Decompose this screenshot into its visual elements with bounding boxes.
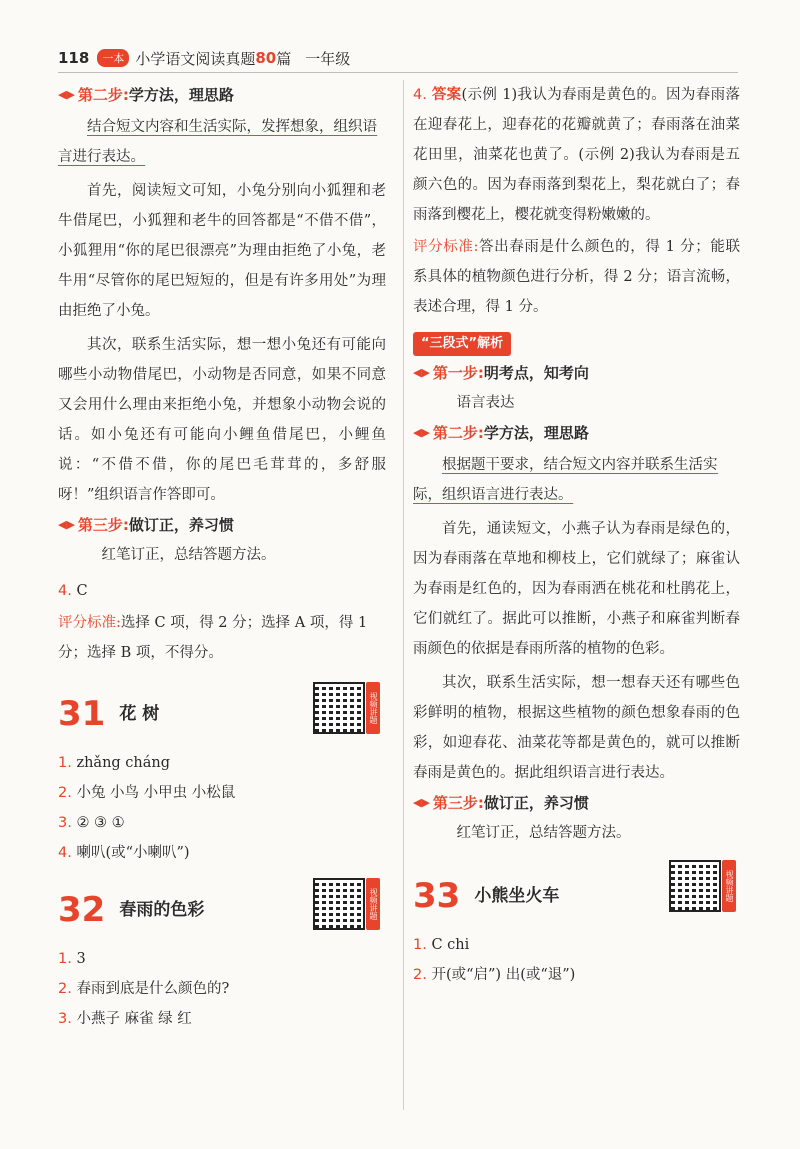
list-item: 1. zhǎng cháng: [58, 755, 171, 771]
analysis-paragraph-1: 首先，通读短文，小燕子认为春雨是绿色的，因为春雨落在草地和柳枝上，它们就绿了；麻雀认为春雨是红色的，因为春雨洒在桃花和杜鹃花上，它们就红了。据此可以推断，小燕子和麻雀判断春雨颜色的依据是春雨所落的植物的色彩。: [413, 521, 740, 657]
section-31-answers: [58, 748, 386, 868]
list-item: 1. 3: [58, 951, 86, 967]
brand-logo: 一本: [97, 49, 129, 67]
list-item: 3. ② ③ ①: [58, 815, 125, 831]
book-title: 小学语文阅读真题: [135, 49, 256, 68]
step1-text: 语言表达: [456, 395, 515, 411]
q4-scoring: 评分标准:答出春雨是什么颜色的，得 1 分；能联系具体的植物颜色进行分析，得 2 分；语言流畅，表述合理，得 1 分。: [413, 239, 740, 315]
arrow-icon: ◀▶: [58, 518, 75, 531]
step2-heading: ◀▶ 第二步: 学方法，理思路: [58, 80, 386, 110]
list-item: 2. 春雨到底是什么颜色的?: [58, 981, 230, 997]
analysis-paragraph-2: 其次，联系生活实际，想一想小兔还有可能向哪些小动物借尾巴，小动物是否同意，如果不同意又会用什么理由来拒绝小兔，并想象小动物会说的话。如小兔还有可能向小鲤鱼借尾巴，小鲤鱼说：“不借不借，你的尾巴毛茸茸的，多舒服呀！”组织语言作答即可。: [58, 337, 386, 503]
header-divider: [58, 72, 738, 73]
section-32-answers: [58, 944, 386, 1034]
list-item: 4. 喇叭(或“小喇叭”): [58, 845, 190, 861]
qr-code-icon[interactable]: [313, 682, 365, 734]
q4-scoring: 评分标准:选择 C 项，得 2 分；选择 A 项，得 1 分；选择 B 项，不得分。: [58, 615, 368, 661]
step3-heading: ◀▶ 第三步: 做订正，养习惯: [58, 510, 386, 540]
section-32-heading: 32 春雨的色彩 视频讲题: [58, 884, 386, 936]
list-item: 2. 小兔 小鸟 小甲虫 小松鼠: [58, 785, 236, 801]
page-number: 118: [58, 49, 90, 67]
arrow-icon: ◀▶: [413, 426, 430, 439]
analysis-paragraph-2: 其次，联系生活实际，想一想春天还有哪些色彩鲜明的植物，根据这些植物的颜色想象春雨的色彩，如迎春花、油菜花等都是黄色的，就可以推断春雨是黄色的。据此组织语言进行表达。: [413, 675, 740, 781]
list-item: 2. 开(或“启”) 出(或“退”): [413, 967, 576, 983]
section-31-qr[interactable]: 视频讲题: [313, 682, 380, 734]
section-33-qr[interactable]: 视频讲题: [669, 860, 736, 912]
arrow-icon: ◀▶: [58, 88, 75, 101]
grade-label: 一年级: [305, 49, 351, 68]
three-step-badge: “三段式”解析: [413, 332, 511, 356]
page-header: [58, 44, 350, 72]
right-column: [413, 80, 740, 990]
arrow-icon: ◀▶: [413, 796, 430, 809]
book-title-number: 80: [255, 49, 277, 67]
section-33-heading: 33 小熊坐火车 视频讲题: [413, 870, 740, 922]
step3-text: 红笔订正，总结答题方法。: [101, 547, 276, 563]
column-divider: [403, 80, 404, 1110]
arrow-icon: ◀▶: [413, 366, 430, 379]
left-column: [58, 80, 386, 1034]
q4-answer-block: 4. 答案(示例 1)我认为春雨是黄色的。因为春雨落在迎春花上，迎春花的花瓣就黄了；春雨落在油菜花田里，油菜花也黄了。(示例 2)我认为春雨是五颜六色的。因为春雨落到梨花上，梨花就白了；春雨落到樱花上，樱花就变得粉嫩嫩的。: [413, 87, 740, 223]
section-33-answers: [413, 930, 740, 990]
step2-instruction: 结合短文内容和生活实际，发挥想象，组织语言进行表达。: [58, 119, 377, 165]
section-32-qr[interactable]: 视频讲题: [313, 878, 380, 930]
qr-code-icon[interactable]: [669, 860, 721, 912]
three-step-badge-row: [413, 328, 740, 358]
qr-code-icon[interactable]: [313, 878, 365, 930]
analysis-paragraph-1: 首先，阅读短文可知，小兔分别向小狐狸和老牛借尾巴，小狐狸和老牛的回答都是“不借不借”，小狐狸用“你的尾巴很漂亮”为理由拒绝了小兔，老牛用“尽管你的尾巴短短的，但是有许多用处”为理由拒绝了小兔。: [58, 183, 386, 319]
step3-text: 红笔订正，总结答题方法。: [456, 825, 631, 841]
step2-instruction: 根据题干要求，结合短文内容并联系生活实际，组织语言进行表达。: [413, 457, 718, 503]
list-item: 1. C chi: [413, 937, 470, 953]
list-item: 3. 小燕子 麻雀 绿 红: [58, 1011, 192, 1027]
q4-answer: 4. C: [58, 583, 88, 599]
step3-heading: ◀▶ 第三步: 做订正，养习惯: [413, 788, 740, 818]
section-31-heading: 31 花 树 视频讲题: [58, 688, 386, 740]
book-title-suffix: 篇: [276, 49, 292, 68]
step2-heading: ◀▶ 第二步: 学方法，理思路: [413, 418, 740, 448]
step1-heading: ◀▶ 第一步: 明考点，知考向: [413, 358, 740, 388]
